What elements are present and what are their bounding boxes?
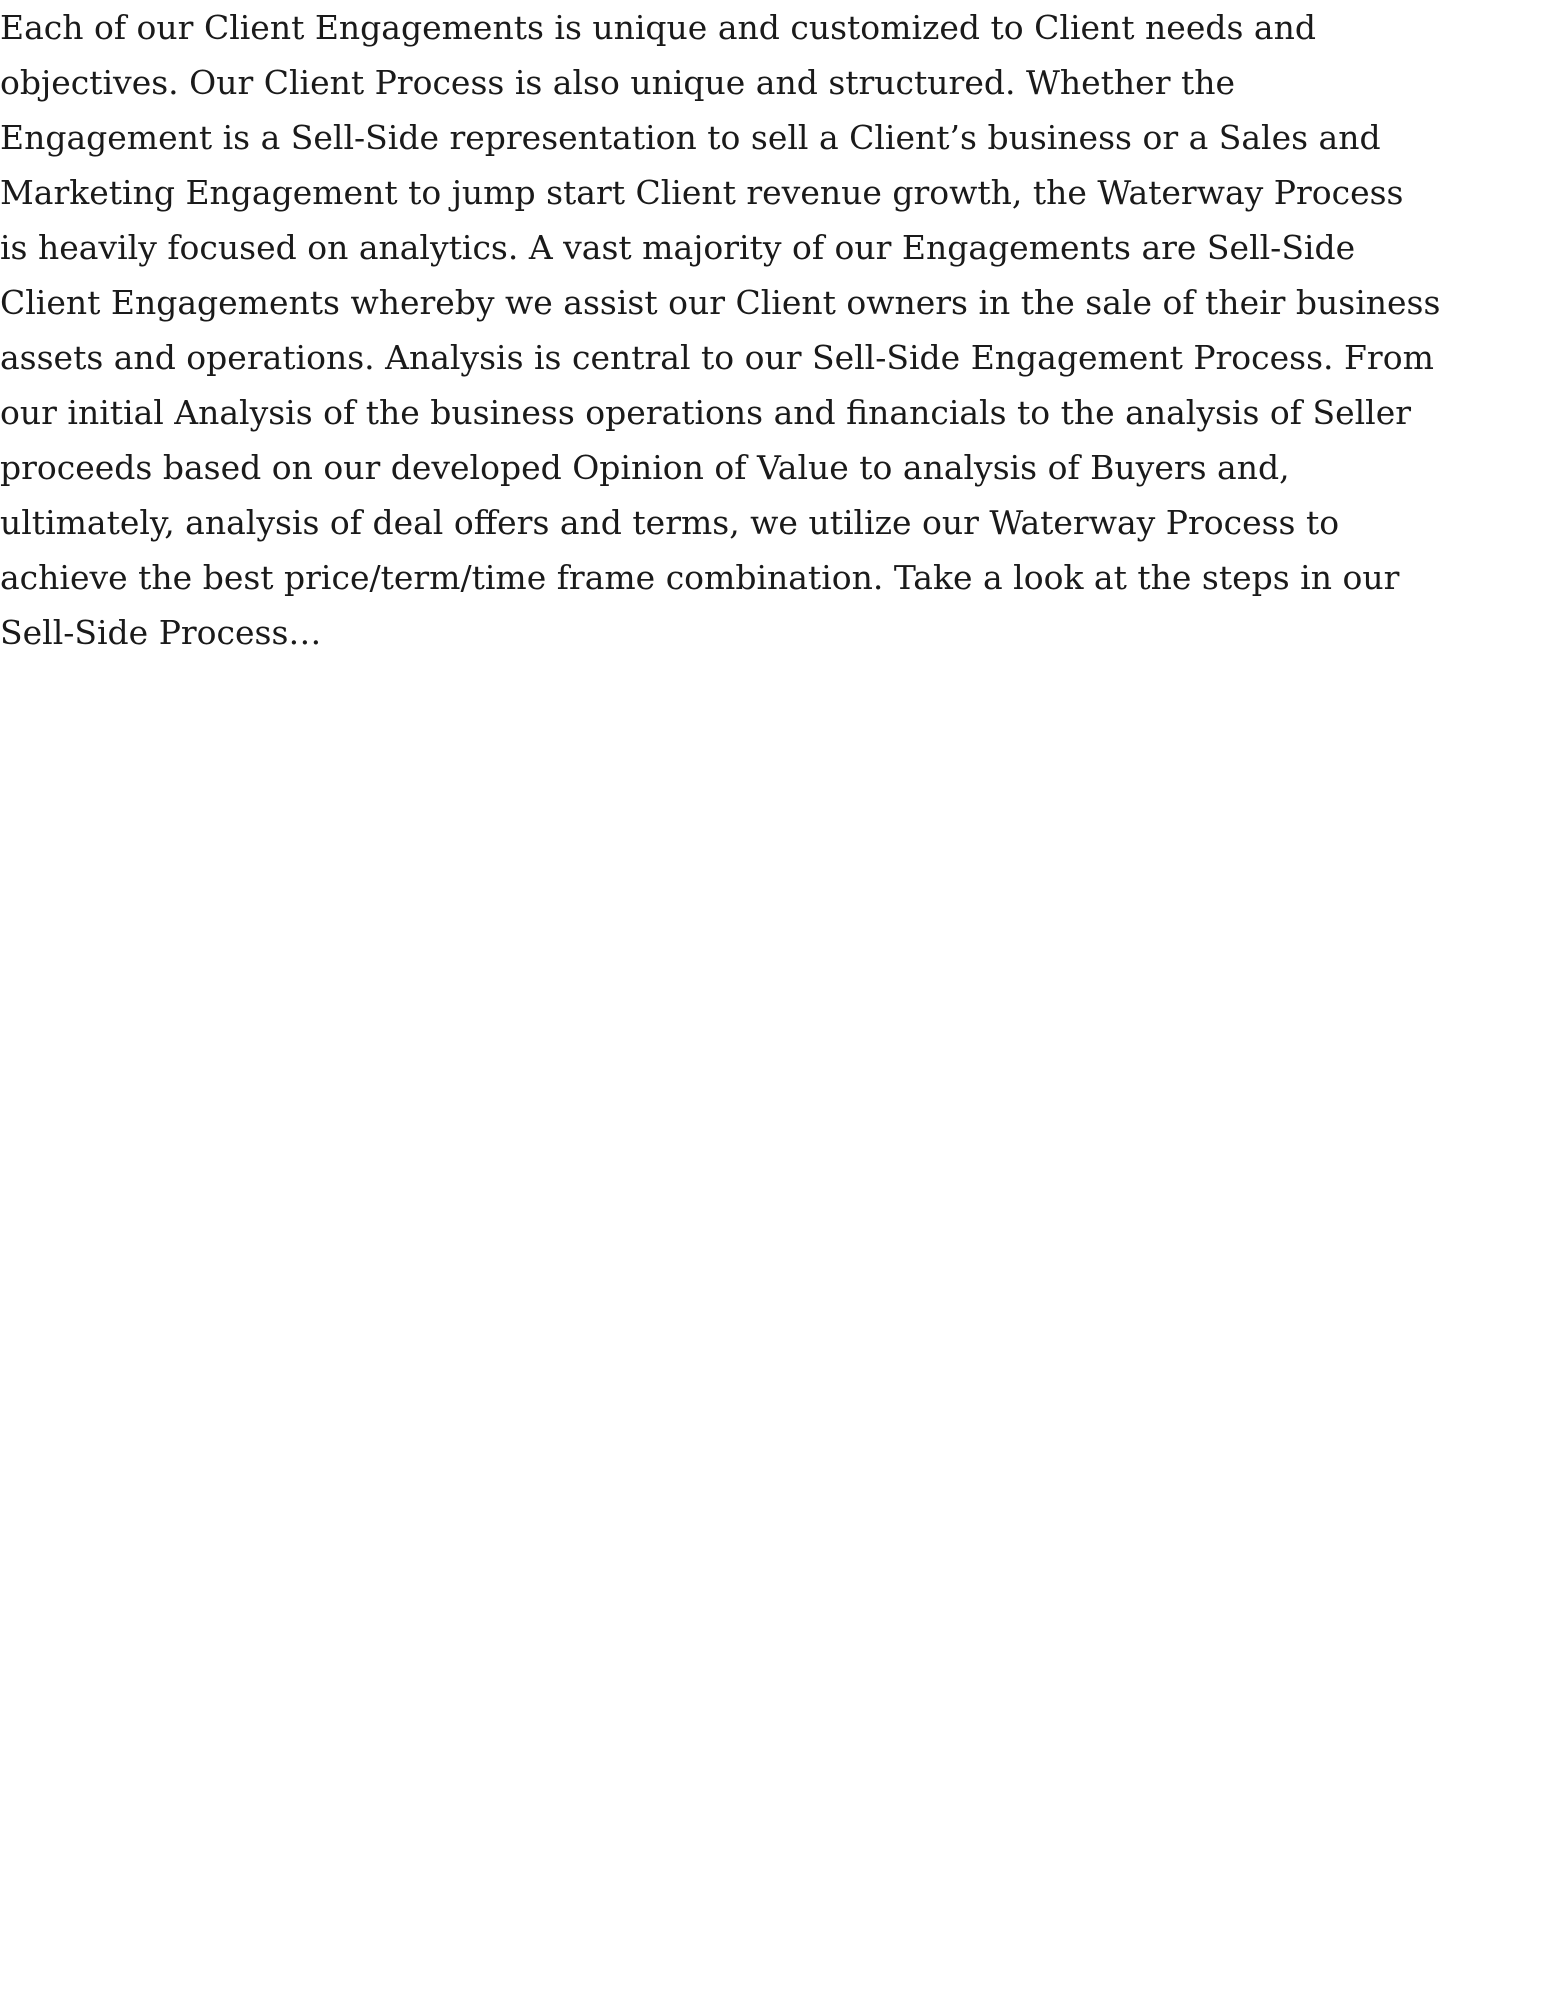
paragraph-line: Each of our Client Engagements is unique and customized to Client needs and bbox=[0, 8, 1316, 47]
paragraph-line: achieve the best price/term/time frame combination. Take a look at the steps in our bbox=[0, 558, 1400, 597]
paragraph-line: Marketing Engagement to jump start Client revenue growth, the Waterway Process bbox=[0, 173, 1404, 212]
paragraph-line: ultimately, analysis of deal offers and terms, we utilize our Waterway Process to bbox=[0, 503, 1340, 542]
paragraph-line: Sell-Side Process… bbox=[0, 613, 322, 652]
body-paragraph bbox=[0, 0, 1545, 660]
paragraph-line: Client Engagements whereby we assist our Client owners in the sale of their business bbox=[0, 283, 1441, 322]
paragraph-line: objectives. Our Client Process is also unique and structured. Whether the bbox=[0, 63, 1236, 102]
paragraph-line: proceeds based on our developed Opinion of Value to analysis of Buyers and, bbox=[0, 448, 1290, 487]
paragraph-line: is heavily focused on analytics. A vast majority of our Engagements are Sell-Side bbox=[0, 228, 1356, 267]
paragraph-line: Engagement is a Sell-Side representation to sell a Client’s business or a Sales and bbox=[0, 118, 1381, 157]
paragraph-line: our initial Analysis of the business operations and financials to the analysis of Seller bbox=[0, 393, 1412, 432]
paragraph-line: assets and operations. Analysis is central to our Sell-Side Engagement Process. From bbox=[0, 338, 1434, 377]
